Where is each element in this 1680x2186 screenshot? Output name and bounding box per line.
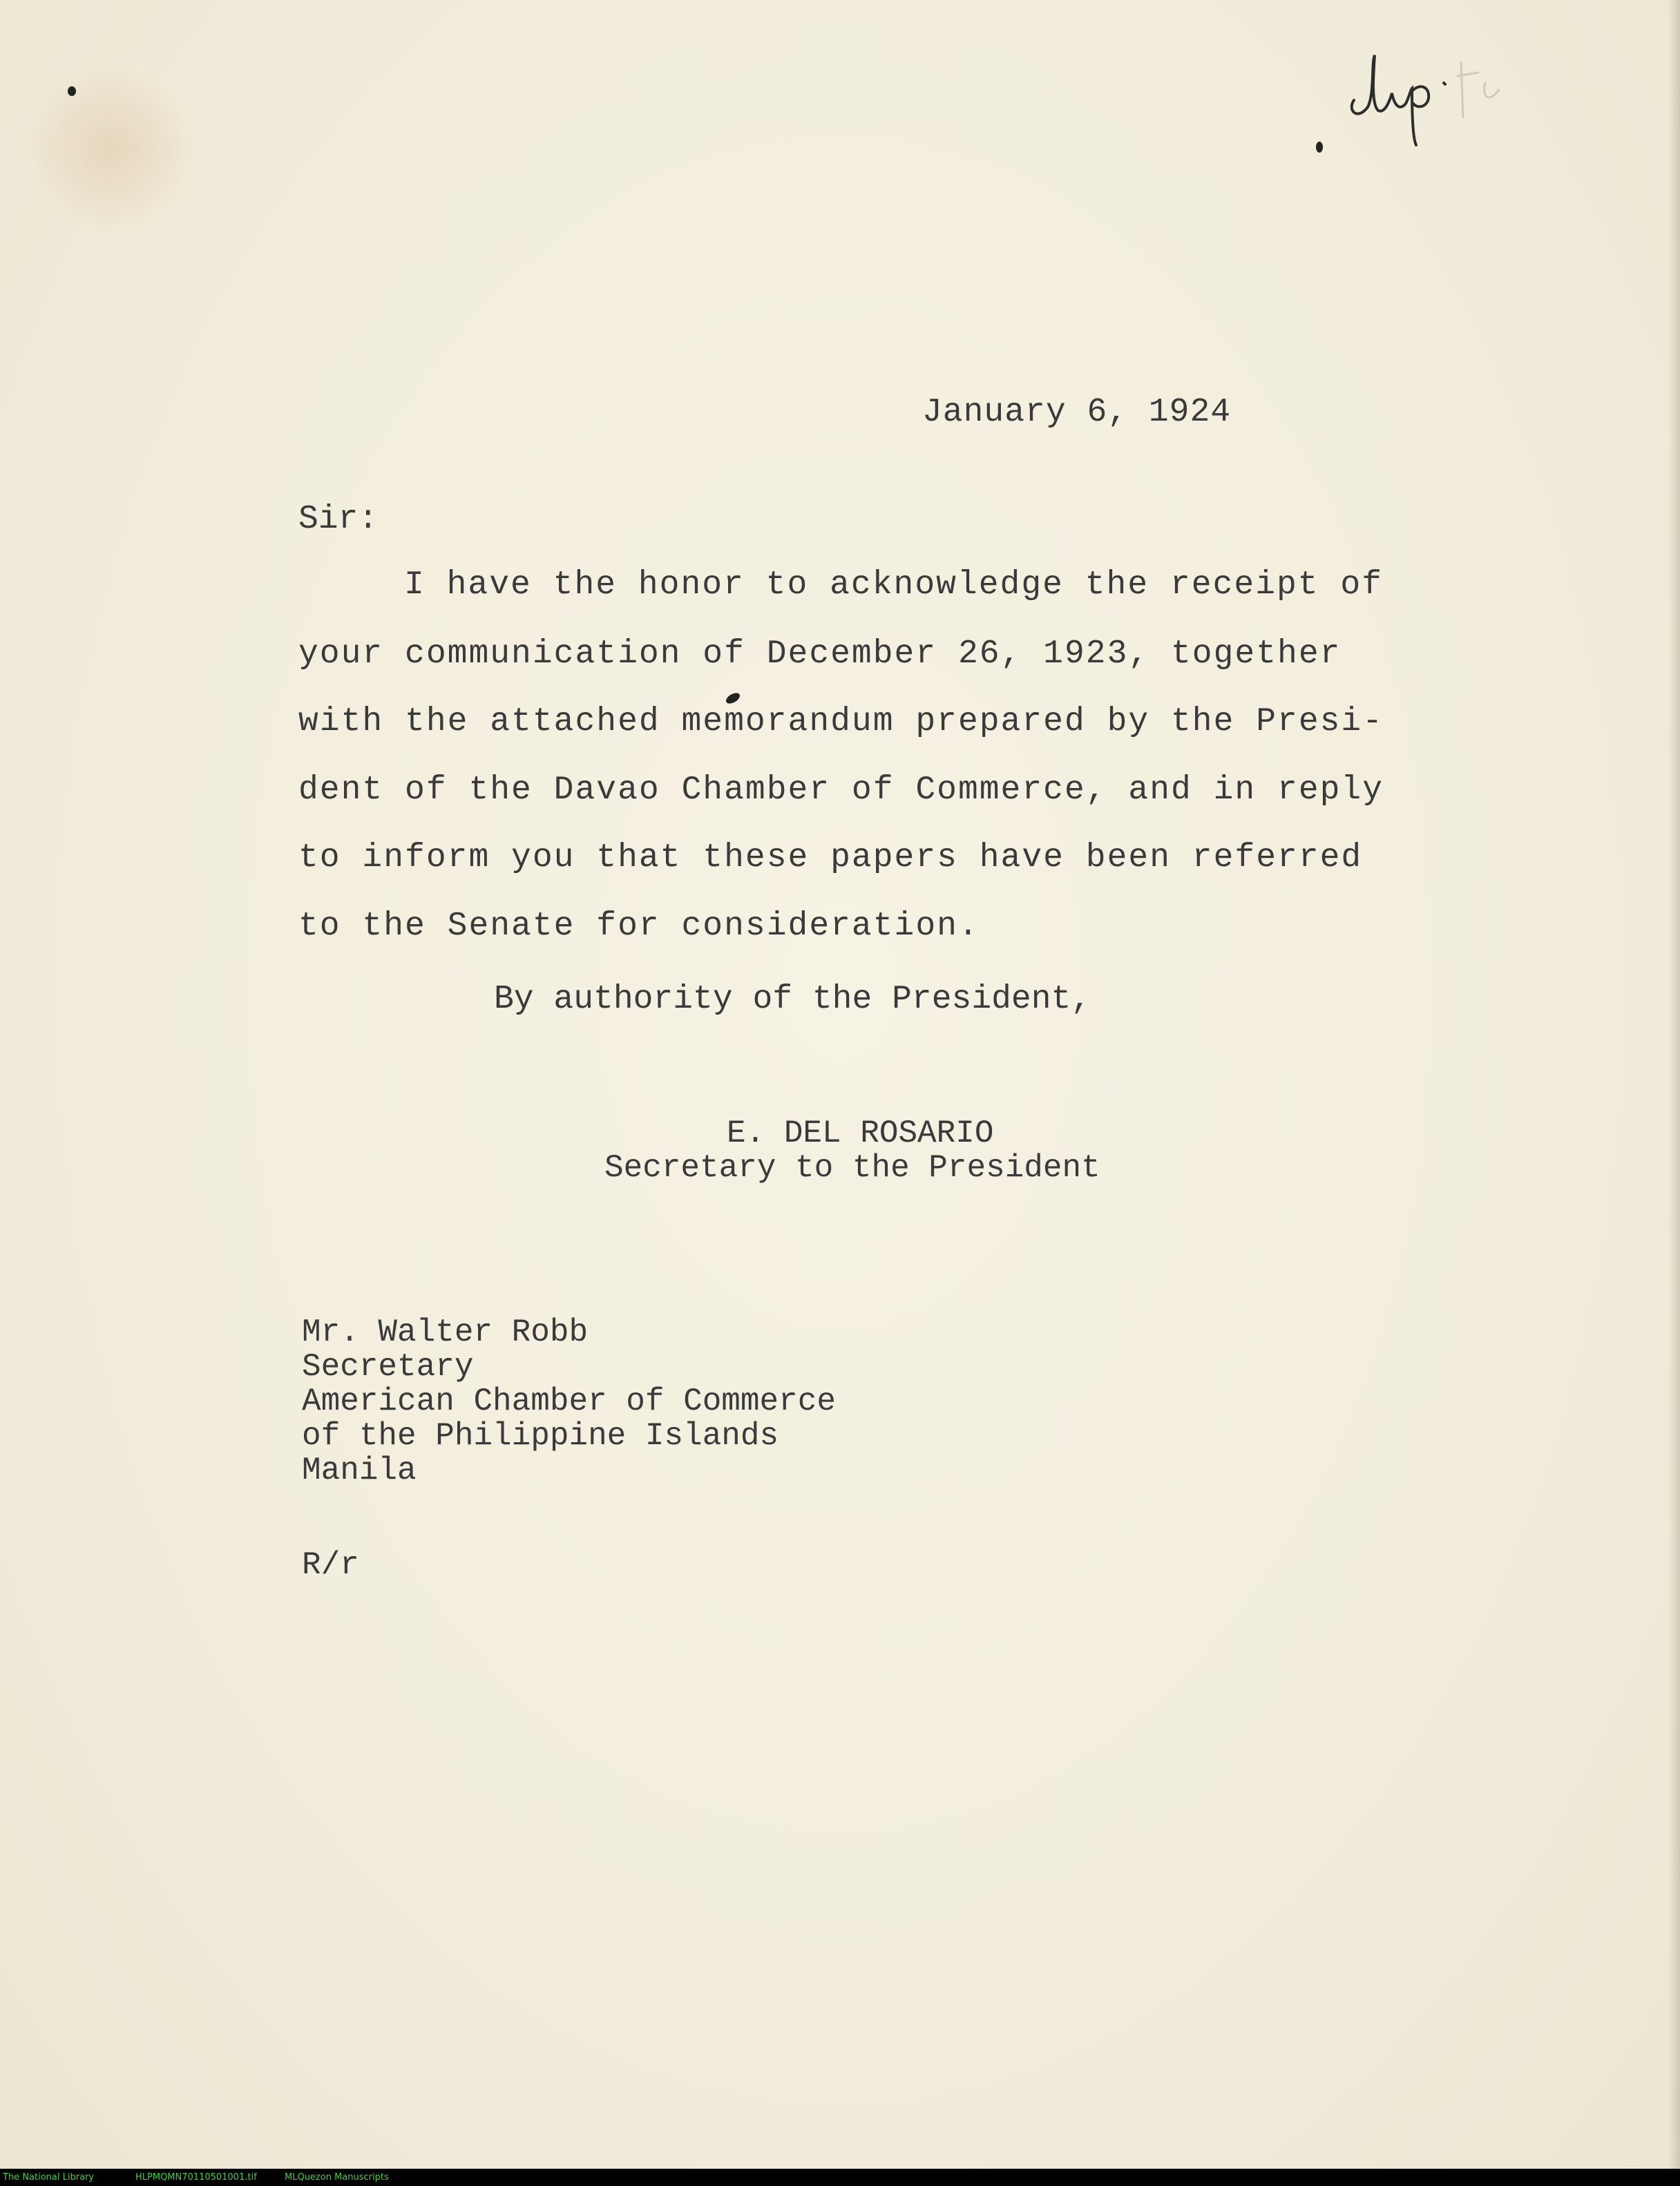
paper-stain — [28, 62, 193, 235]
ink-speck — [68, 86, 76, 96]
footer-filename: HLPMQMN70110501001.tif — [135, 2172, 257, 2183]
body-line: dent of the Davao Chamber of Commerce, and in reply — [298, 771, 1384, 809]
body-line: to the Senate for consideration. — [298, 908, 980, 945]
ink-speck — [1316, 142, 1323, 153]
footer-library: The National Library — [3, 2172, 95, 2183]
scan-footer — [0, 2169, 1680, 2186]
body-line: I have the honor to acknowledge the receipt of — [404, 566, 1384, 604]
address-line: Manila — [302, 1452, 417, 1488]
footer-collection: MLQuezon Manuscripts — [285, 2172, 389, 2183]
handwritten-annotation — [1340, 35, 1561, 159]
signature-title: Secretary to the President — [604, 1150, 1100, 1186]
signature-name: E. DEL ROSARIO — [727, 1115, 994, 1151]
body-line: to inform you that these papers have been referred — [298, 839, 1363, 876]
typist-initials: R/r — [302, 1547, 359, 1583]
closing-line: By authority of the President, — [494, 981, 1091, 1018]
body-line: with the attached memorandum prepared by the Presi- — [298, 703, 1384, 740]
body-line: your communication of December 26, 1923, together — [298, 635, 1342, 673]
salutation: Sir: — [298, 501, 379, 538]
address-line: American Chamber of Commerce — [302, 1383, 836, 1419]
paper-edge-shadow — [1668, 0, 1680, 2169]
address-line: of the Philippine Islands — [302, 1418, 779, 1454]
address-line: Mr. Walter Robb — [302, 1314, 589, 1350]
address-line: Secretary — [302, 1349, 474, 1385]
letter-date: January 6, 1924 — [922, 394, 1232, 431]
